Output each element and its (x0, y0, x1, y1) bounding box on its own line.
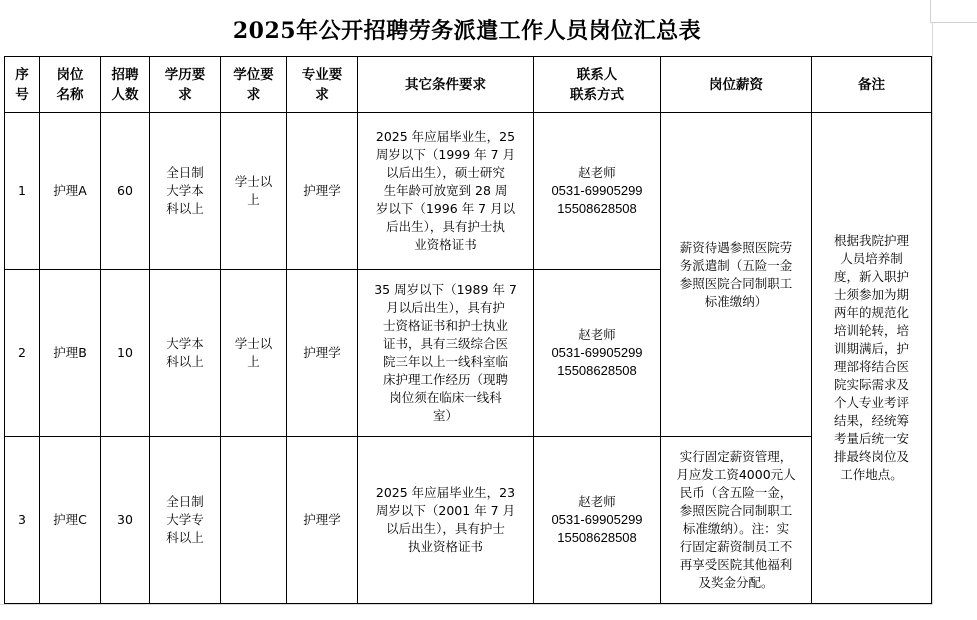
degree-cell[interactable]: 学士以 上 (221, 270, 287, 437)
header-position: 岗位 名称 (40, 57, 101, 113)
seq-cell[interactable]: 3 (5, 437, 40, 604)
salary-cell-c[interactable]: 实行固定薪资管理， 月应发工资4000元人 民币（含五险一金， 参照医院合同制职工 标准缴纳）。注：实 行固定薪资制员工不 再享受医院其他福利 及奖金分配。 (661, 437, 812, 604)
contact-cell[interactable]: 赵老师 0531-69905299 15508628508 (534, 270, 661, 437)
education-cell[interactable]: 全日制 大学本 科以上 (150, 113, 221, 270)
other-requirements-cell[interactable]: 2025 年应届毕业生，23 周岁以下（2001 年 7 月 以后出生），具有护士 执业资格证书 (358, 437, 534, 604)
position-cell[interactable]: 护理C (40, 437, 101, 604)
education-cell[interactable]: 全日制 大学专 科以上 (150, 437, 221, 604)
table-row (5, 113, 932, 270)
contact-cell[interactable]: 赵老师 0531-69905299 15508628508 (534, 113, 661, 270)
position-cell[interactable]: 护理A (40, 113, 101, 270)
seq-cell[interactable]: 1 (5, 113, 40, 270)
count-cell[interactable]: 10 (101, 270, 150, 437)
remark-cell[interactable]: 根据我院护理 人员培养制 度，新入职护 士须参加为期 两年的规范化 培训轮转，培 训期满后，护 理部将结合医 院实际需求及 个人专业考评 结果，经统筹 考量后统一安 排最终岗位及 工作地点。 (812, 113, 932, 604)
major-cell[interactable]: 护理学 (287, 270, 358, 437)
other-requirements-cell[interactable]: 2025 年应届毕业生，25 周岁以下（1999 年 7 月 以后出生），硕士研究 生年龄可放宽到 28 周 岁以下（1996 年 7 月以 后出生），具有护士执 业资格证书 (358, 113, 534, 270)
education-cell[interactable]: 大学本 科以上 (150, 270, 221, 437)
header-salary: 岗位薪资 (661, 57, 812, 113)
table-title: 2025年公开招聘劳务派遣工作人员岗位汇总表 (232, 17, 702, 44)
header-other: 其它条件要求 (358, 57, 534, 113)
header-seq: 序 号 (5, 57, 40, 113)
degree-cell[interactable]: 学士以 上 (221, 113, 287, 270)
header-education: 学历要 求 (150, 57, 221, 113)
header-contact: 联系人 联系方式 (534, 57, 661, 113)
table-row (5, 437, 932, 604)
header-row (5, 57, 932, 113)
other-requirements-cell[interactable]: 35 周岁以下（1989 年 7 月以后出生），具有护 士资格证书和护士执业 证书，具有三级综合医 院三年以上一线科室临 床护理工作经历（现聘 岗位须在临床一线科 室） (358, 270, 534, 437)
salary-cell-ab[interactable]: 薪资待遇参照医院劳 务派遣制（五险一金 参照医院合同制职工 标准缴纳） (661, 113, 812, 437)
header-count: 招聘 人数 (101, 57, 150, 113)
header-degree: 学位要 求 (221, 57, 287, 113)
adjacent-cell[interactable] (930, 0, 977, 23)
header-remark: 备注 (812, 57, 932, 113)
contact-cell[interactable]: 赵老师 0531-69905299 15508628508 (534, 437, 661, 604)
position-summary-table (4, 56, 932, 604)
count-cell[interactable]: 30 (101, 437, 150, 604)
position-cell[interactable]: 护理B (40, 270, 101, 437)
degree-cell[interactable] (221, 437, 287, 604)
count-cell[interactable]: 60 (101, 113, 150, 270)
major-cell[interactable]: 护理学 (287, 437, 358, 604)
major-cell[interactable]: 护理学 (287, 113, 358, 270)
seq-cell[interactable]: 2 (5, 270, 40, 437)
header-major: 专业要 求 (287, 57, 358, 113)
